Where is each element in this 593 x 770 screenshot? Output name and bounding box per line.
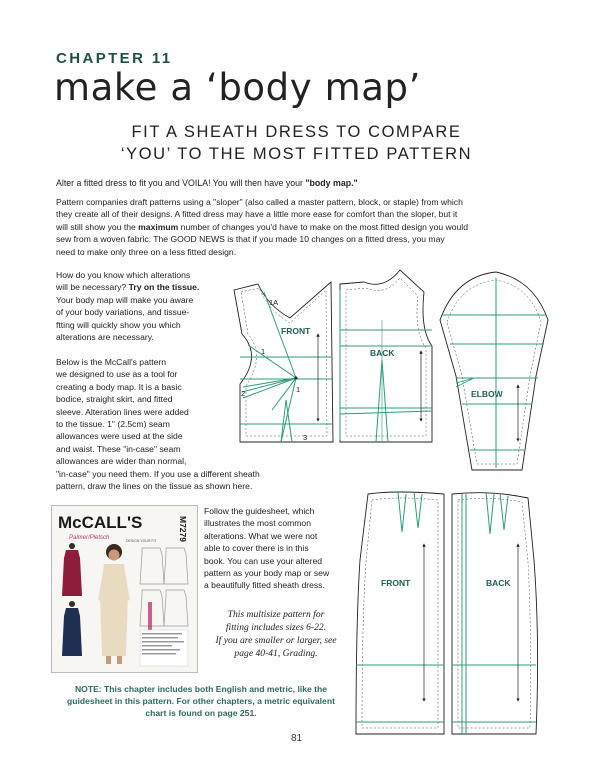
page-title: make a ‘body map’ (54, 66, 421, 109)
sleeve-piece (440, 272, 548, 470)
subtitle-line-2: ‘YOU’ TO THE MOST FITTED PATTERN (120, 145, 473, 163)
elbow-label: ELBOW (471, 389, 503, 399)
skirt-front-piece (356, 492, 444, 734)
page-number: 81 (290, 733, 303, 744)
cover-tagline: DESIGN YOUR FIT (126, 539, 157, 543)
front-label: FRONT (281, 326, 311, 336)
chapter-label: CHAPTER 11 (56, 50, 173, 67)
skirt-front-label: FRONT (381, 578, 411, 588)
label-1-bust: 1 (296, 385, 301, 394)
skirt-back-piece (452, 492, 538, 734)
skirt-back-label: BACK (486, 578, 511, 588)
paragraph-mccalls: Below is the McCall's pattern we designed to use as a tool for creating a body map. It is a basic bodice, straight skirt, and fitted sleeve. Alteration lines were added to the tissue. 1" (2.5cm) seam allowances were used at the side and waist. These "in-case" seam allowances are wider than normal, "in-case" you need them. If you use a different sheath pattern, draw the lines on the tissue as shown here. (56, 357, 260, 492)
label-2: 2 (241, 389, 246, 398)
back-bodice-piece (340, 270, 432, 442)
front-bodice-piece (234, 282, 333, 442)
cover-brand: McCALL'S (58, 513, 143, 532)
subtitle-line-1: FIT A SHEATH DRESS TO COMPARE (131, 123, 462, 141)
back-label: BACK (370, 348, 395, 358)
label-3: 3 (303, 433, 308, 442)
metric-note: NOTE: This chapter includes both English and metric, like the guidesheet in this pattern. For other chapters, a metric equivalent chart is found on page 251. (67, 684, 335, 718)
intro-paragraph: Alter a fitted dress to fit you and VOILA! You will then have your "body map." (56, 178, 358, 188)
paragraph-slopers: Pattern companies draft patterns using a "sloper" (also called a master pattern, block, or staple) from which they create all of their designs. A fitted dress may have a little more ease for comfort than the sloper, but it will still show you the maximum number of changes you'd have to make on the most fitted design you would sew from a woven fabric. The GOOD NEWS is that if you made 10 changes on a fitted dress, you may need to make only three on a less fitted design. (56, 197, 468, 257)
cover-sub: Palmer/Pletsch (69, 535, 110, 541)
label-1: 1 (261, 347, 266, 356)
cover-pattern-number: M7279 (178, 516, 188, 542)
italic-size-note: This multisize pattern for fitting includes sizes 6-22. If you are smaller or larger, see page 40-41, Grading. (215, 609, 337, 659)
paragraph-guidesheet: Follow the guidesheet, which illustrates the most common alterations. What we were not able to cover there is in this book. You can use your altered pattern as your body map or sew a beautifully fitted sheath dress. (204, 506, 330, 591)
label-1a: 1A (269, 298, 279, 307)
paragraph-tissue: How do you know which alterations will be necessary? Try on the tissue. Your body map will make you aware of your body variations, and tissue- ftting will quickly show you which alterations are necessary. (56, 270, 200, 343)
